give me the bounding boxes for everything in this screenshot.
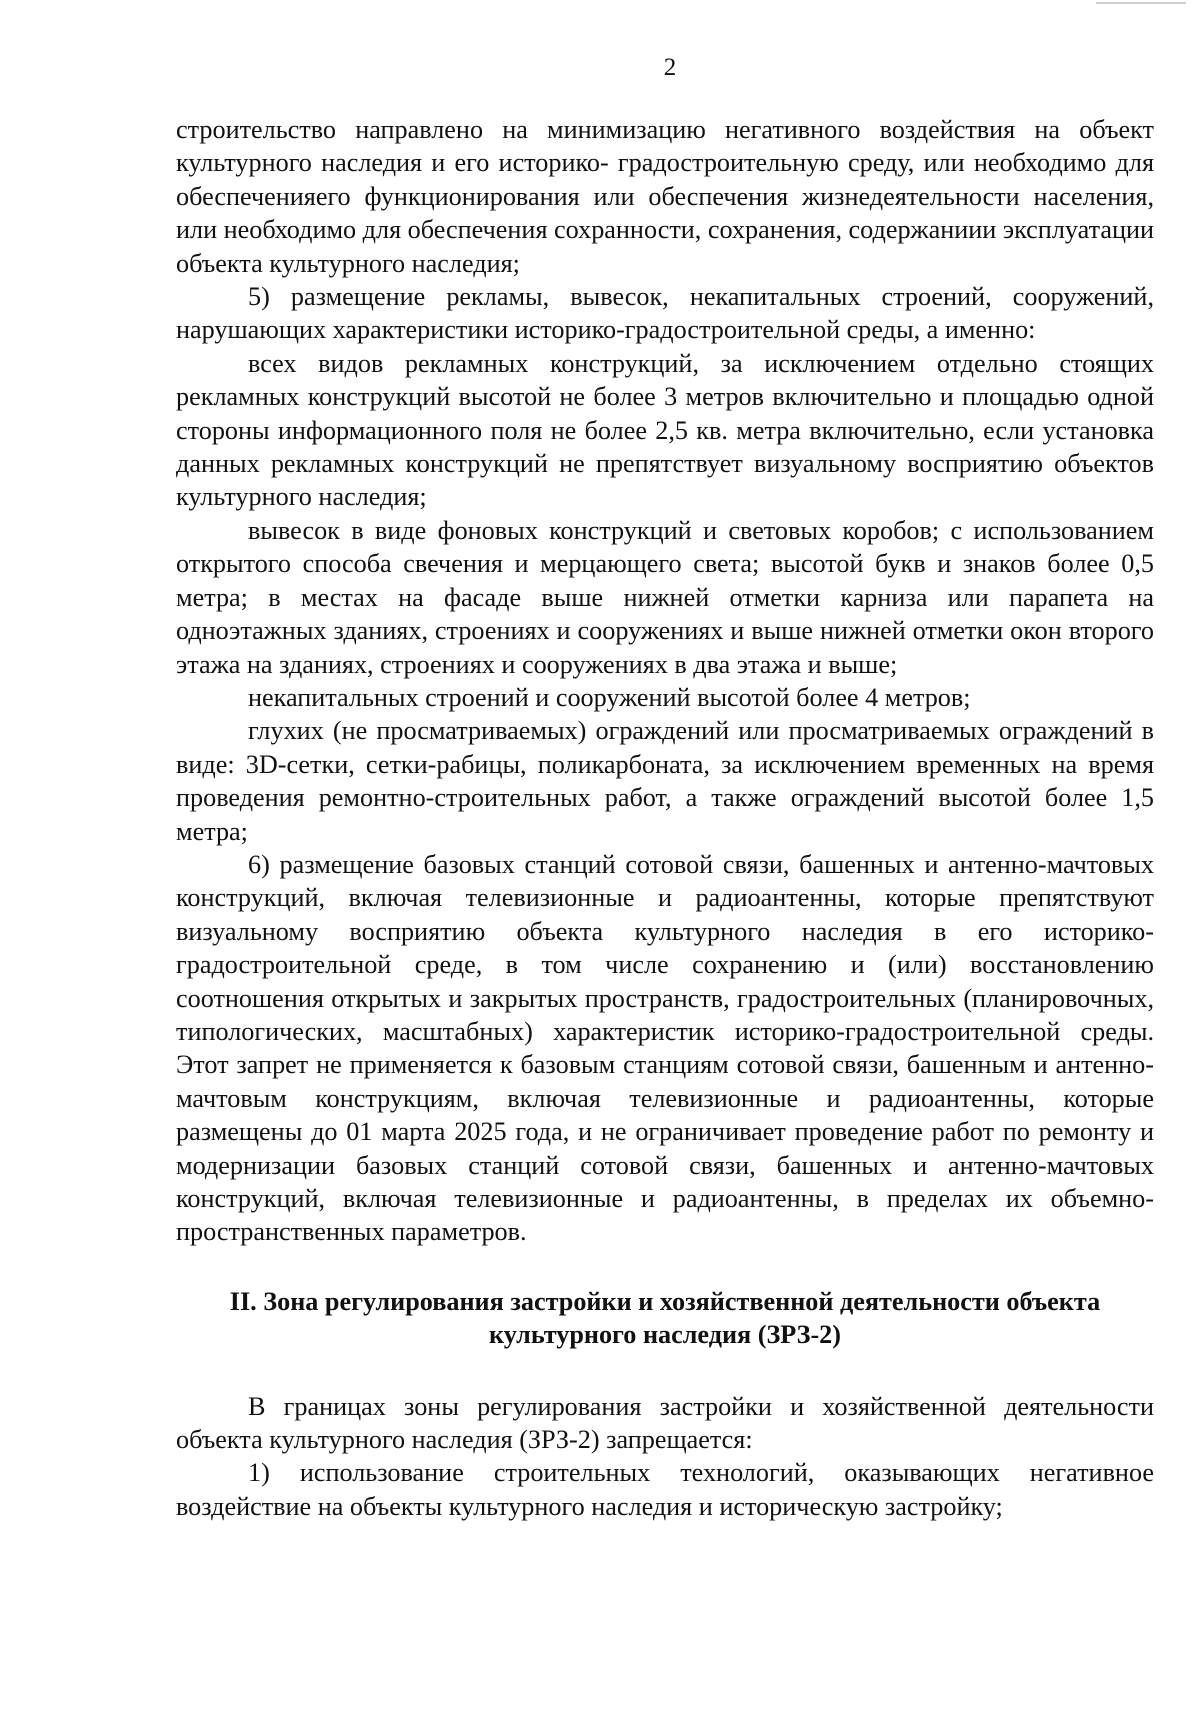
paragraph-continuation: строительство направлено на минимизацию негативного воздействия на объект культурного наследия и его историко- градостроительную среду, или необходимо для обеспеченияего функционирования или обеспечения жизнедеятельности населения, или необходимо для обеспечения сохранности, сохранения, содержаниии эксплуатации объекта культурного наследия; — [176, 115, 1155, 278]
section-heading-line-2: культурного наследия (ЗРЗ-2) — [489, 1320, 841, 1350]
section-heading — [176, 1285, 1154, 1352]
paragraph-fences: глухих (не просматриваемых) ограждений или просматриваемых ограждений в виде: 3D-сетки, сетки-рабицы, поликарбоната, за исключением временных на время проведения ремонтно-строительных работ, а также ограждений высотой более 1,5 метра; — [176, 716, 1154, 846]
paragraph-item-5: 5) размещение рекламы, вывесок, некапитальных строений, сооружений, нарушающих характеристики историко-градостроительной среды, а именно: — [176, 282, 1154, 345]
paragraph-item-6: 6) размещение базовых станций сотовой связи, башенных и антенно-мачтовых конструкций, включая телевизионные и радиоантенны, которые препятствуют визуальному восприятию объекта культурного наследия в его историко-градостроительной среде, в том числе сохранению и (или) восстановлению соотношения открытых и закрытых пространств, градостроительных (планировочных, типологических, масштабных) характеристик историко-градостроительной среды. Этот запрет не применяется к базовым станциям сотовой связи, башенным и антенно-мачтовым конструкциям, включая телевизионные и радиоантенны, которые размещены до 01 марта 2025 года, и не ограничивает проведение работ по ремонту и модернизации базовых станций сотовой связи, башенных и антенно-мачтовых конструкций, включая телевизионные и радиоантенны, в пределах их объемно-пространственных параметров. — [176, 849, 1154, 1247]
scan-edge-mark — [1096, 2, 1186, 4]
page-number: 2 — [663, 54, 677, 81]
paragraph-temporary-structures: некапитальных строений и сооружений высотой более 4 метров; — [248, 682, 971, 712]
paragraph-zone-intro: В границах зоны регулирования застройки и хозяйственной деятельности объекта культурного наследия (ЗРЗ-2) запрещается: — [176, 1391, 1154, 1455]
paragraph-signs: вывесок в виде фоновых конструкций и световых коробов; с использованием открытого способа свечения и мерцающего света; высотой букв и знаков более 0,5 метра; в местах на фасаде выше нижней отметки карниза или парапета на одноэтажных зданиях, строениях и сооружениях и выше нижней отметки окон второго этажа на зданиях, строениях и сооружениях в два этажа и выше; — [176, 515, 1154, 679]
document-body — [176, 113, 1154, 1523]
paragraph-advertising: всех видов рекламных конструкций, за исключением отдельно стоящих рекламных конструкций высотой не более 3 метров включительно и площадью одной стороны информационного поля не более 2,5 кв. метра включительно, если установка данных рекламных конструкций не препятствует визуальному восприятию объектов культурного наследия; — [176, 348, 1154, 512]
paragraph-item-1: 1) использование строительных технологий, оказывающих негативное воздействие на объекты культурного наследия и историческую застройку; — [176, 1458, 1154, 1521]
section-heading-line-1: II. Зона регулирования застройки и хозяйственной деятельности объекта — [229, 1286, 1101, 1316]
